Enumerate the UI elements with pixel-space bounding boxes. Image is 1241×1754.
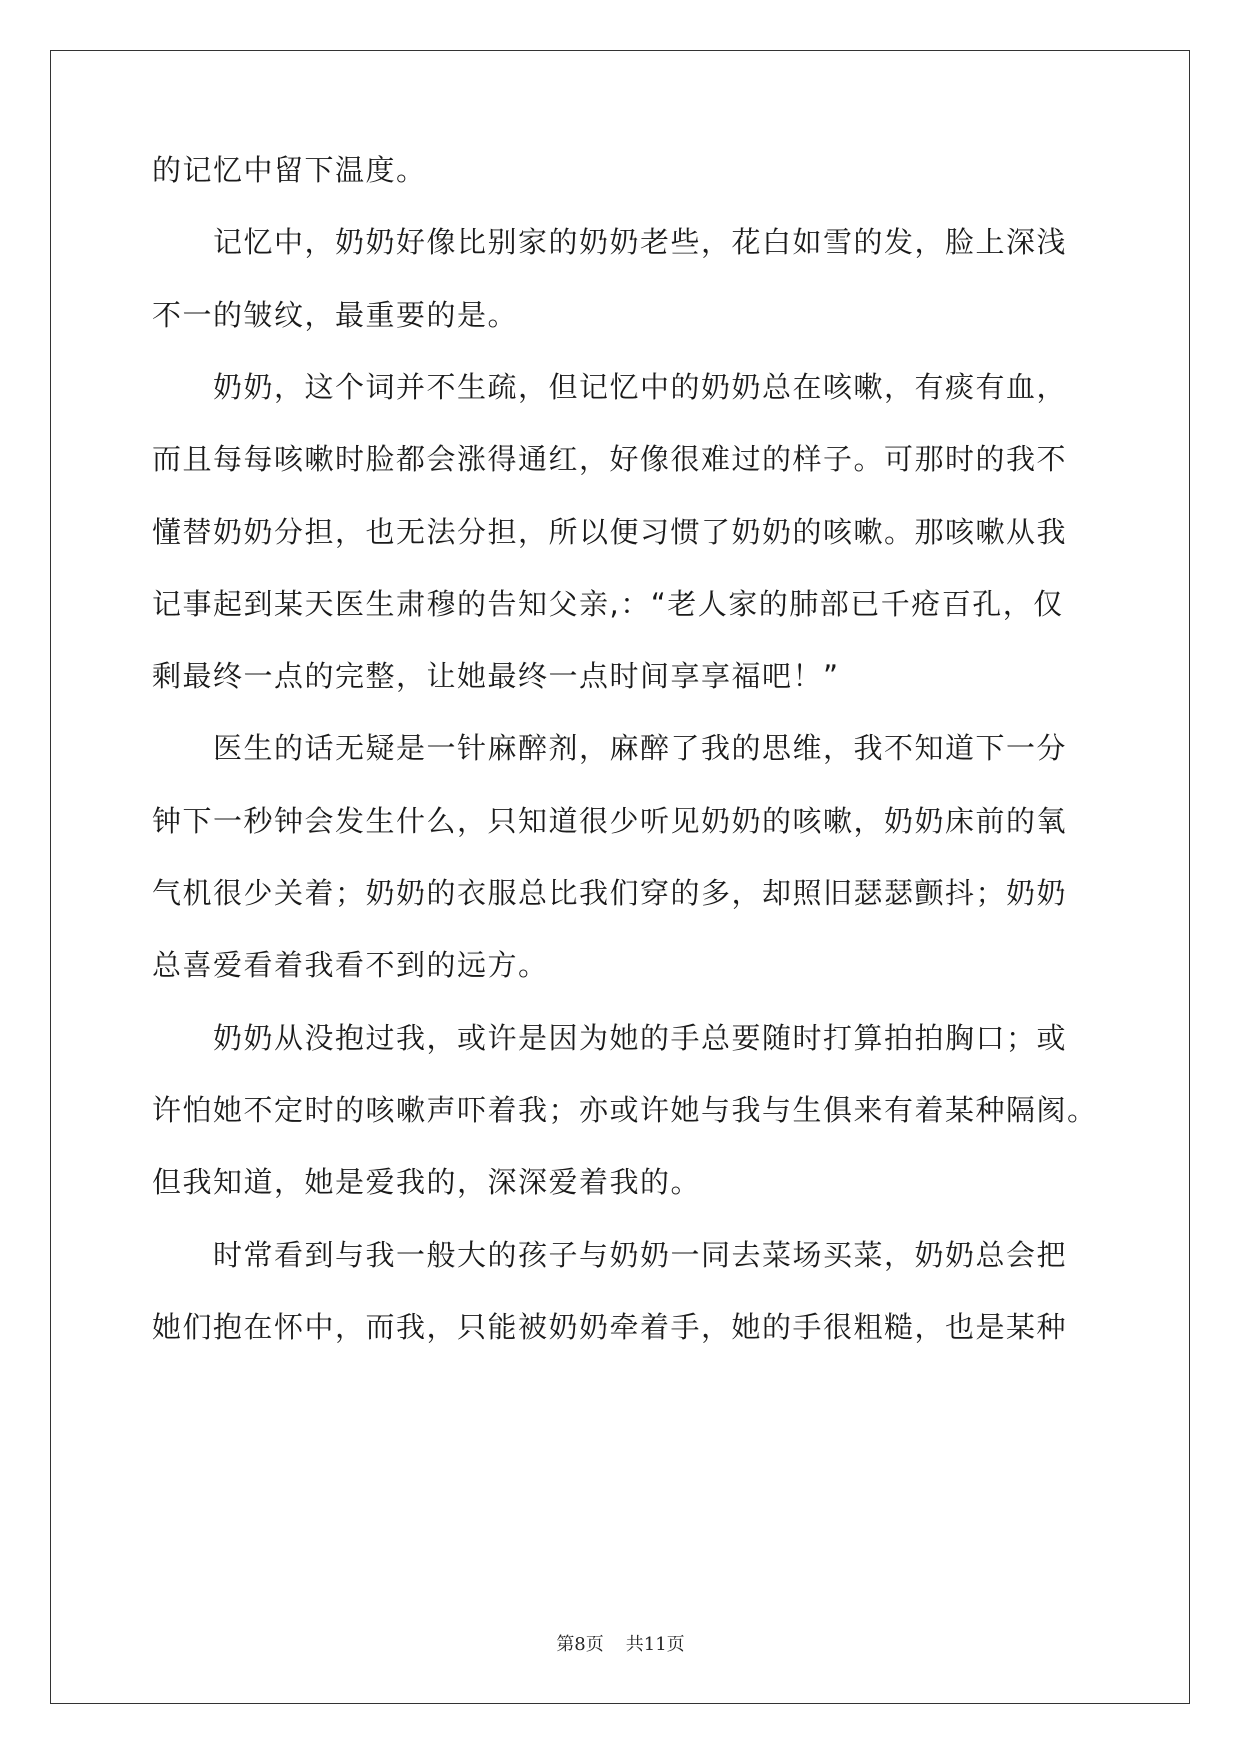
text-line: 记忆中，奶奶好像比别家的奶奶老些，花白如雪的发，脸上深浅 [152,225,1068,260]
text-line: 钟下一秒钟会发生什么，只知道很少听见奶奶的咳嗽，奶奶床前的氧 [152,803,1068,838]
text-line: 懂替奶奶分担，也无法分担，所以便习惯了奶奶的咳嗽。那咳嗽从我 [152,514,1068,549]
text-line: 气机很少关着；奶奶的衣服总比我们穿的多，却照旧瑟瑟颤抖；奶奶 [152,876,1068,910]
text-line: 而且每每咳嗽时脸都会涨得通红，好像很难过的样子。可那时的我不 [152,442,1068,477]
page-total: 共11页 [625,1634,685,1655]
text-line: 的记忆中留下温度。 [152,153,427,187]
text-line: 但我知道，她是爱我的，深深爱着我的。 [152,1165,702,1200]
text-line: 不一的皱纹，最重要的是。 [152,297,519,332]
page-footer [0,1630,1241,1656]
text-line: 记事起到某天医生肃穆的告知父亲,：“老人家的肺部已千疮百孔，仅 [152,586,1064,621]
text-line: 奶奶，这个词并不生疏，但记忆中的奶奶总在咳嗽，有痰有血， [152,369,1068,404]
text-line: 她们抱在怀中，而我，只能被奶奶牵着手，她的手很粗糙，也是某种 [152,1309,1068,1344]
text-line: 许怕她不定时的咳嗽声吓着我；亦或许她与我与生俱来有着某种隔阂。 [152,1092,1098,1127]
text-line: 时常看到与我一般大的孩子与奶奶一同去菜场买菜，奶奶总会把 [152,1237,1068,1272]
text-line: 医生的话无疑是一针麻醉剂，麻醉了我的思维，我不知道下一分 [152,731,1068,766]
text-line: 总喜爱看着我看不到的远方。 [152,948,549,983]
page-number: 第8页 [556,1634,604,1655]
text-line: 奶奶从没抱过我，或许是因为她的手总要随时打算拍拍胸口；或 [152,1020,1068,1055]
text-line: 剩最终一点的完整，让她最终一点时间享享福吧！” [152,659,840,694]
